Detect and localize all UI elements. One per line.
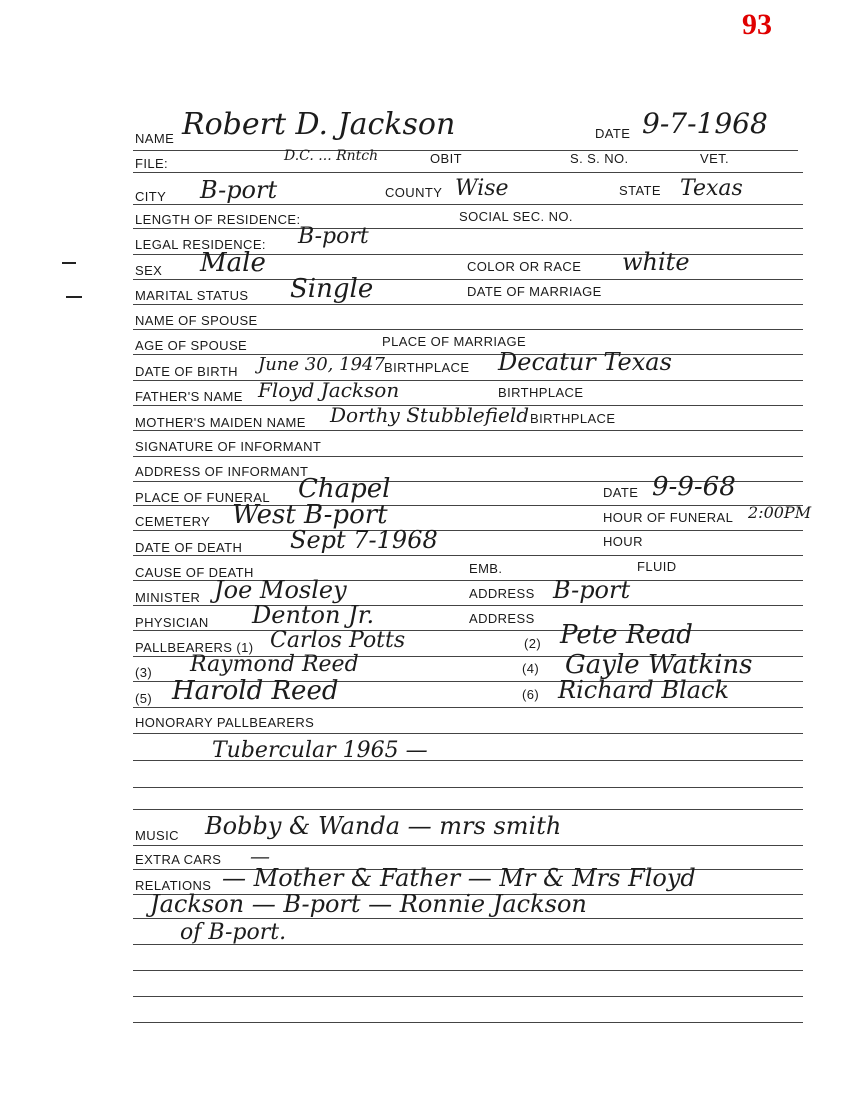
honorary-line-1 bbox=[133, 733, 803, 734]
relations-value-line-1: — Mother & Father — Mr & Mrs Floyd bbox=[222, 864, 696, 892]
physician-address-label: ADDRESS bbox=[469, 611, 535, 626]
city-label: CITY bbox=[135, 189, 167, 204]
age-of-spouse-line bbox=[133, 354, 803, 355]
funeral-date-label: DATE bbox=[603, 485, 639, 500]
pallbearer-6-label: (6) bbox=[522, 687, 540, 702]
music-line bbox=[133, 845, 803, 846]
pallbearer-1-value: Carlos Potts bbox=[270, 628, 406, 653]
cemetery-value: West B-port bbox=[232, 500, 388, 530]
extra-cars-value: — bbox=[250, 844, 270, 868]
name-value: Robert D. Jackson bbox=[182, 107, 456, 142]
relations-line-3 bbox=[133, 944, 803, 945]
obit-label: OBIT bbox=[430, 151, 462, 166]
vet-label: VET. bbox=[700, 151, 730, 166]
marital-status-label: MARITAL STATUS bbox=[135, 288, 249, 303]
mother-line bbox=[133, 430, 803, 431]
color-or-race-label: COLOR OR RACE bbox=[467, 259, 582, 274]
spouse-line bbox=[133, 329, 803, 330]
file-label: FILE: bbox=[135, 156, 169, 171]
pallbearer-3-label: (3) bbox=[135, 665, 153, 680]
pallbearer-3-value: Raymond Reed bbox=[190, 652, 359, 677]
relations-value-line-2: Jackson — B-port — Ronnie Jackson bbox=[150, 890, 587, 918]
date-of-death-label: DATE OF DEATH bbox=[135, 540, 243, 555]
social-sec-no-label: SOCIAL SEC. NO. bbox=[459, 209, 573, 224]
honorary-pallbearers-value: Tubercular 1965 — bbox=[212, 738, 428, 763]
city-value: B-port bbox=[200, 176, 278, 204]
hour-label: HOUR bbox=[603, 534, 643, 549]
cemetery-line bbox=[133, 530, 803, 531]
fluid-label: FLUID bbox=[637, 559, 677, 574]
relations-line-5 bbox=[133, 996, 803, 997]
sex-label: SEX bbox=[135, 263, 163, 278]
hour-of-funeral-value: 2:00PM bbox=[748, 503, 812, 522]
legal-residence-label: LEGAL RESIDENCE: bbox=[135, 237, 266, 252]
cemetery-label: CEMETERY bbox=[135, 514, 211, 529]
county-value: Wise bbox=[455, 176, 509, 201]
minister-address-value: B-port bbox=[553, 576, 631, 604]
pallbearers-label: PALLBEARERS (1) bbox=[135, 640, 254, 655]
date-of-birth-label: DATE OF BIRTH bbox=[135, 364, 238, 379]
pallbearer-4-value: Gayle Watkins bbox=[565, 650, 753, 680]
pallbearer-2-value: Pete Read bbox=[560, 620, 693, 650]
fathers-name-label: FATHER'S NAME bbox=[135, 389, 243, 404]
file-line bbox=[133, 172, 803, 173]
length-of-residence-label: LENGTH OF RESIDENCE: bbox=[135, 212, 301, 227]
relations-line-2 bbox=[133, 918, 803, 919]
color-or-race-value: white bbox=[622, 248, 690, 276]
cause-of-death-label: CAUSE OF DEATH bbox=[135, 565, 254, 580]
physician-label: PHYSICIAN bbox=[135, 615, 209, 630]
name-of-spouse-label: NAME OF SPOUSE bbox=[135, 313, 258, 328]
relations-line-6 bbox=[133, 1022, 803, 1023]
date-of-death-value: Sept 7-1968 bbox=[290, 526, 438, 554]
birthplace-label: BIRTHPLACE bbox=[384, 360, 470, 375]
pallbearer-5-value: Harold Reed bbox=[172, 676, 339, 706]
state-value: Texas bbox=[680, 176, 743, 201]
ss-no-label: S. S. NO. bbox=[570, 151, 629, 166]
residence-line bbox=[133, 228, 803, 229]
address-of-informant-label: ADDRESS OF INFORMANT bbox=[135, 464, 309, 479]
place-of-marriage-label: PLACE OF MARRIAGE bbox=[382, 334, 527, 349]
honorary-line-2 bbox=[133, 760, 803, 761]
birthplace-value: Decatur Texas bbox=[498, 348, 672, 376]
minister-line bbox=[133, 605, 803, 606]
death-line bbox=[133, 555, 803, 556]
city-line bbox=[133, 204, 803, 205]
minister-address-label: ADDRESS bbox=[469, 586, 535, 601]
pallbearers-line-3 bbox=[133, 707, 803, 708]
file-value: D.C. ... Rntch bbox=[284, 148, 379, 164]
signature-line bbox=[133, 456, 803, 457]
place-of-funeral-label: PLACE OF FUNERAL bbox=[135, 490, 270, 505]
mothers-maiden-name-label: MOTHER'S MAIDEN NAME bbox=[135, 415, 306, 430]
mothers-maiden-name-value: Dorthy Stubblefield bbox=[330, 403, 530, 427]
relations-line-4 bbox=[133, 970, 803, 971]
page-number: 93 bbox=[742, 8, 772, 41]
minister-label: MINISTER bbox=[135, 590, 201, 605]
relations-value-line-3: of B-port. bbox=[180, 920, 287, 945]
place-of-funeral-value: Chapel bbox=[298, 474, 391, 504]
honorary-pallbearers-label: HONORARY PALLBEARERS bbox=[135, 715, 315, 730]
name-label: NAME bbox=[135, 131, 175, 146]
date-label: DATE bbox=[595, 126, 631, 141]
margin-mark bbox=[62, 262, 76, 264]
pallbearer-6-value: Richard Black bbox=[558, 676, 730, 704]
name-line bbox=[133, 150, 798, 151]
hour-of-funeral-label: HOUR OF FUNERAL bbox=[603, 510, 734, 525]
relations-label: RELATIONS bbox=[135, 878, 212, 893]
signature-of-informant-label: SIGNATURE OF INFORMANT bbox=[135, 439, 322, 454]
honorary-line-3 bbox=[133, 787, 803, 788]
county-label: COUNTY bbox=[385, 185, 443, 200]
date-value: 9-7-1968 bbox=[642, 107, 768, 140]
honorary-line-4 bbox=[133, 809, 803, 810]
minister-value: Joe Mosley bbox=[214, 576, 347, 604]
music-label: MUSIC bbox=[135, 828, 179, 843]
state-label: STATE bbox=[619, 183, 661, 198]
date-of-marriage-label: DATE OF MARRIAGE bbox=[467, 284, 602, 299]
fathers-birthplace-label: BIRTHPLACE bbox=[498, 385, 584, 400]
birth-line bbox=[133, 380, 803, 381]
fathers-name-value: Floyd Jackson bbox=[258, 378, 400, 402]
physician-line bbox=[133, 630, 803, 631]
music-value: Bobby & Wanda — mrs smith bbox=[205, 812, 562, 840]
pallbearer-5-label: (5) bbox=[135, 691, 153, 706]
sex-line bbox=[133, 279, 803, 280]
age-of-spouse-label: AGE OF SPOUSE bbox=[135, 338, 248, 353]
marital-line bbox=[133, 304, 803, 305]
funeral-date-value: 9-9-68 bbox=[652, 472, 736, 502]
legal-residence-value: B-port bbox=[298, 224, 369, 249]
margin-mark bbox=[66, 296, 82, 298]
sex-value: Male bbox=[200, 248, 266, 278]
marital-status-value: Single bbox=[290, 274, 374, 304]
mothers-birthplace-label: BIRTHPLACE bbox=[530, 411, 616, 426]
emb-label: EMB. bbox=[469, 561, 503, 576]
physician-value: Denton Jr. bbox=[252, 601, 375, 629]
pallbearer-2-label: (2) bbox=[524, 636, 542, 651]
date-of-birth-value: June 30, 1947 bbox=[258, 354, 385, 375]
extra-cars-label: EXTRA CARS bbox=[135, 852, 222, 867]
pallbearer-4-label: (4) bbox=[522, 661, 540, 676]
